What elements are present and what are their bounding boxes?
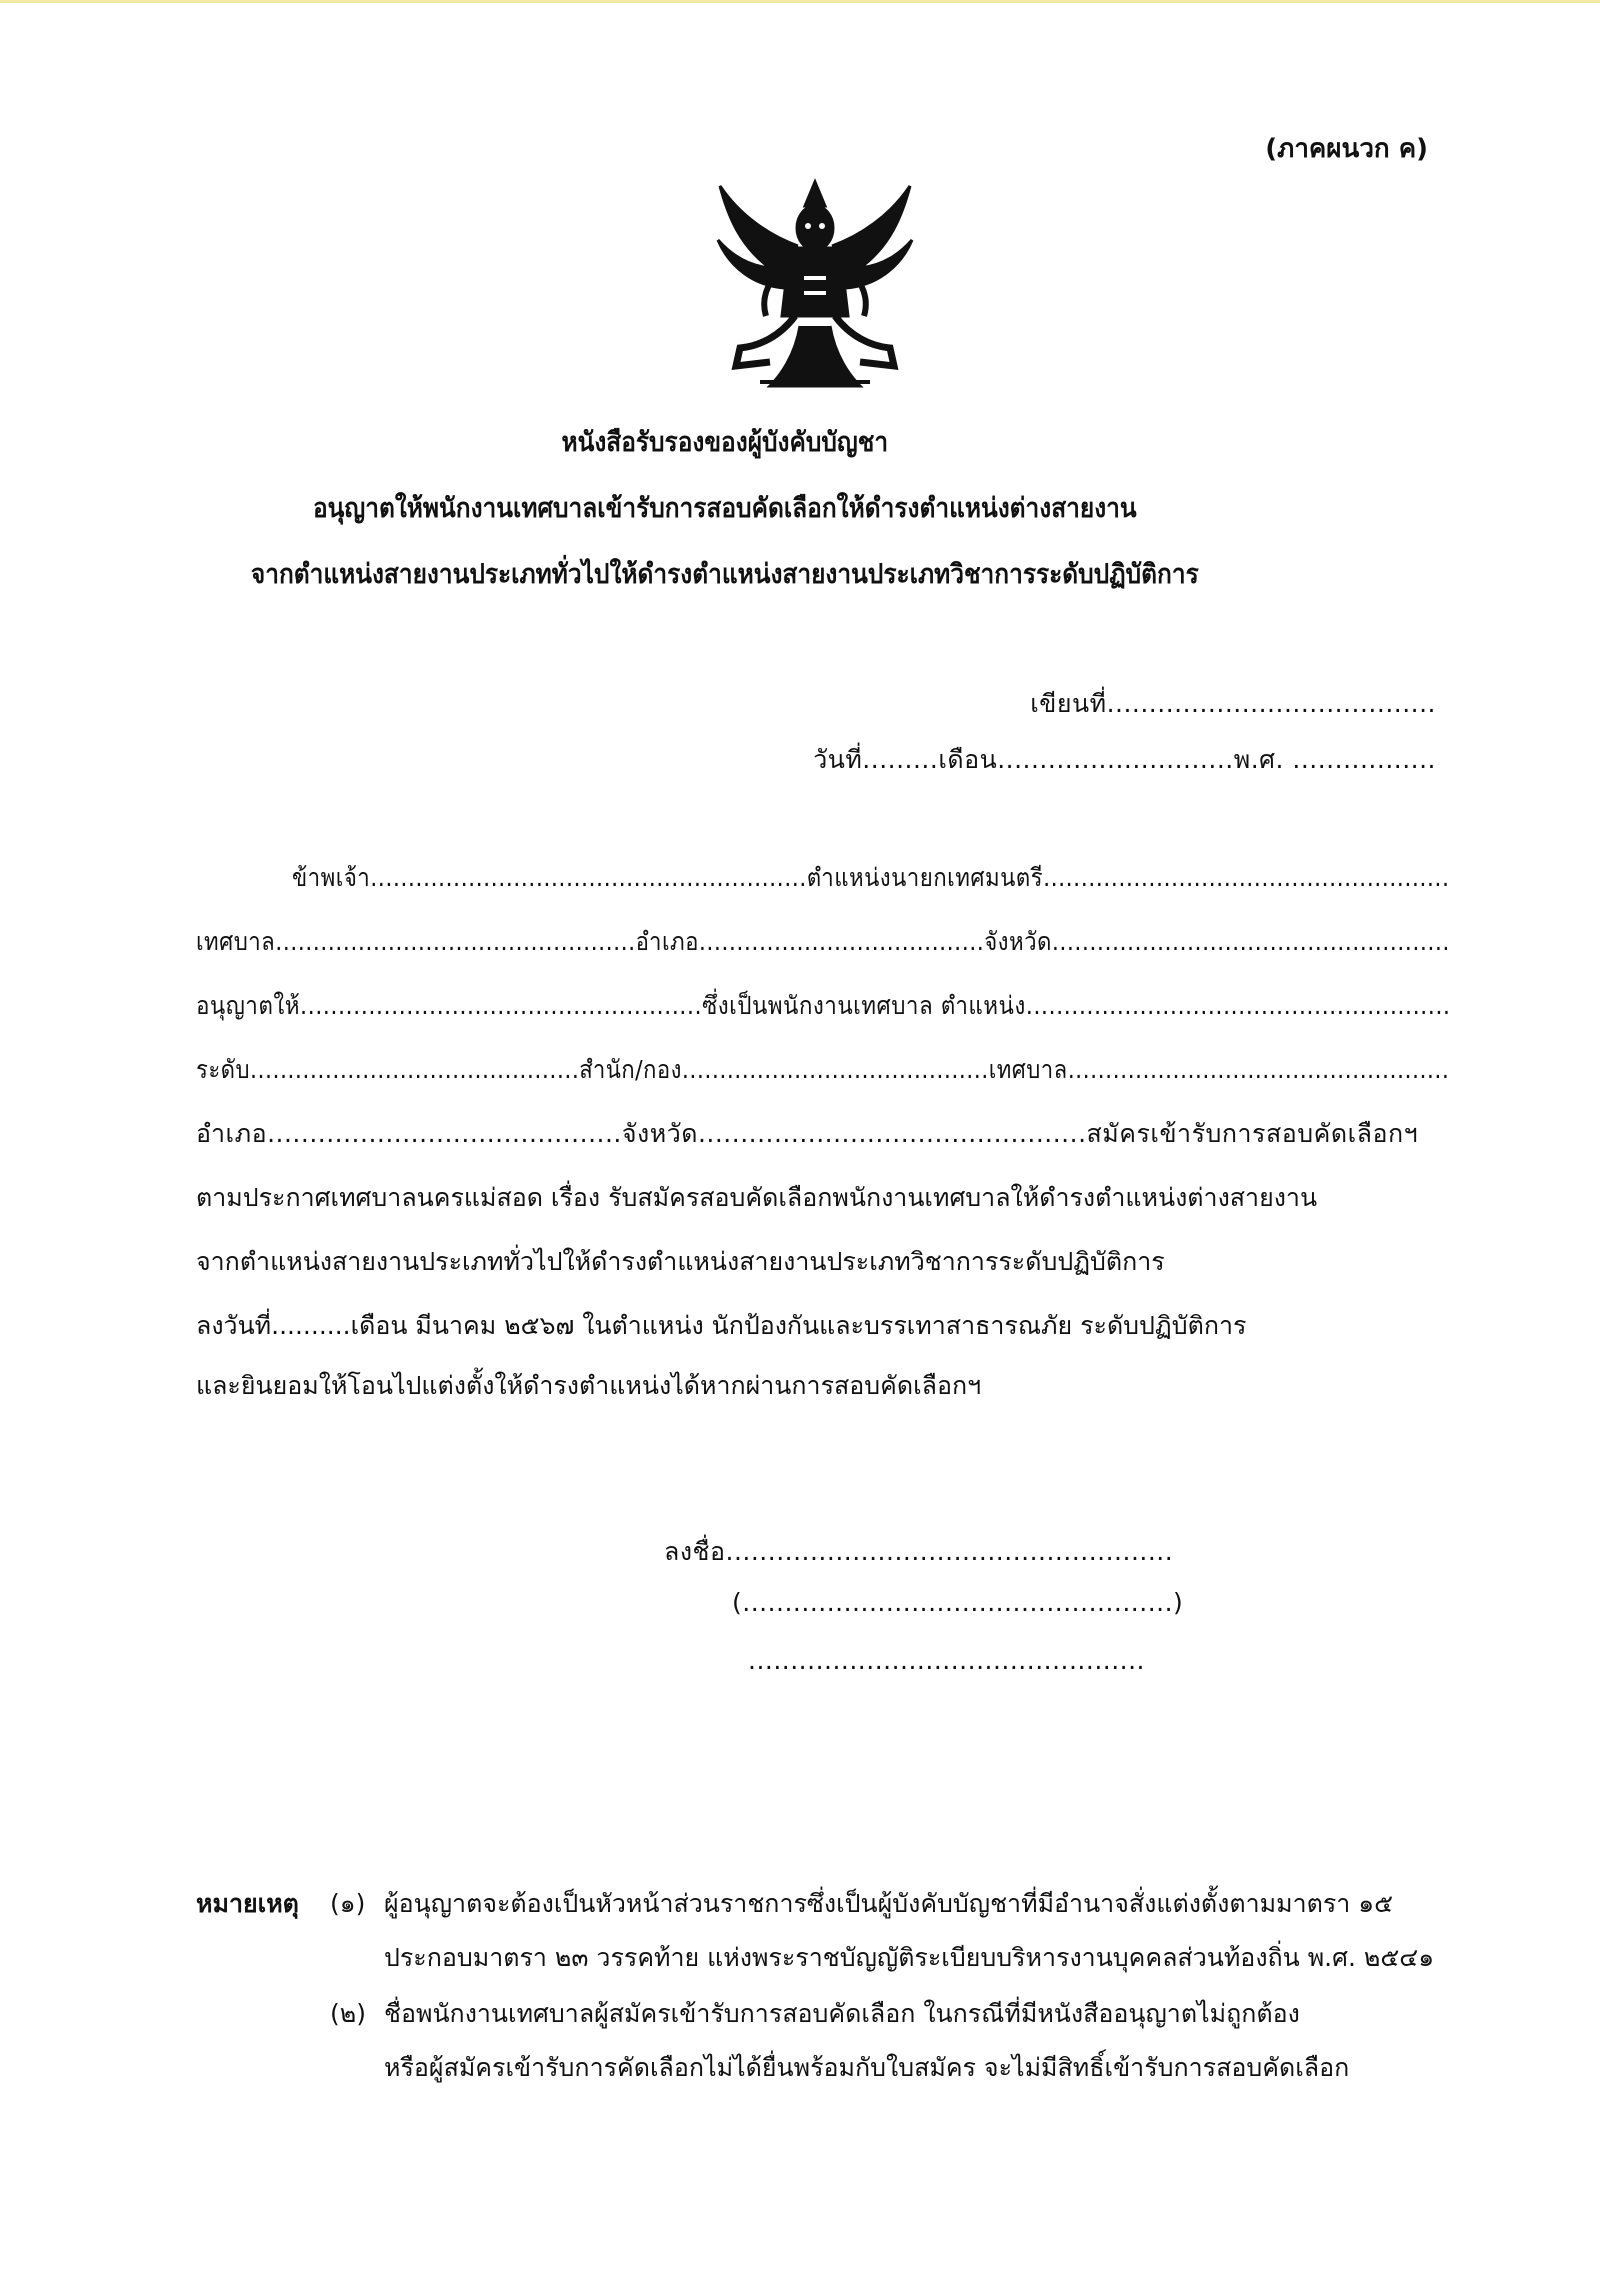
note-1-line-1: ผู้อนุญาตจะต้องเป็นหัวหน้าส่วนราชการซึ่งเป็นผู้บังคับบัญชาที่มีอำนาจสั่งแต่งตั้งตามมาตรา ๑๕ <box>384 1889 1394 1918</box>
notes-label: หมายเหตุ <box>196 1889 299 1918</box>
body-line-3: อนุญาตให้.....................................................ซึ่งเป็นพนักงานเทศบาล ตำแหน่ง........................................................ <box>196 991 1451 1020</box>
body-line-2: เทศบาล................................................อำเภอ......................................จังหวัด..................................................... <box>196 927 1450 956</box>
date-field: วันที่.........เดือน............................พ.ศ. ................. <box>813 745 1436 774</box>
note-1-number: (๑) <box>330 1889 366 1918</box>
annex-label: (ภาคผนวก ค) <box>1265 134 1428 164</box>
document-title-line-1: หนังสือรับรองของผู้บังคับบัญชา <box>561 427 889 458</box>
note-2-number: (๒) <box>330 1999 366 2028</box>
document-title-line-3: จากตำแหน่งสายงานประเภททั่วไปให้ดำรงตำแหน่งสายงานประเภทวิชาการระดับปฏิบัติการ <box>250 559 1199 590</box>
note-1-line-2: ประกอบมาตรา ๒๓ วรรคท้าย แห่งพระราชบัญญัติระเบียบบริหารงานบุคคลส่วนท้องถิ่น พ.ศ. ๒๕๔๑ <box>384 1943 1435 1972</box>
note-2-line-1: ชื่อพนักงานเทศบาลผู้สมัครเข้ารับการสอบคัดเลือก ในกรณีที่มีหนังสืออนุญาตไม่ถูกต้อง <box>384 1999 1300 2028</box>
signature-line: ลงชื่อ..................................................... <box>664 1537 1174 1566</box>
garuda-emblem-icon <box>700 176 930 392</box>
body-line-9: และยินยอมให้โอนไปแต่งตั้งให้ดำรงตำแหน่งได้หากผ่านการสอบคัดเลือกฯ <box>196 1371 982 1400</box>
signature-position-line: ............................................... <box>748 1646 1145 1675</box>
note-2-line-2: หรือผู้สมัครเข้ารับการคัดเลือกไม่ได้ยื่นพร้อมกับใบสมัคร จะไม่มีสิทธิ์เข้ารับการสอบคัดเลือก <box>384 2053 1350 2082</box>
body-line-6: ตามประกาศเทศบาลนครแม่สอด เรื่อง รับสมัครสอบคัดเลือกพนักงานเทศบาลให้ดำรงตำแหน่งต่างสายงาน <box>196 1183 1318 1212</box>
signature-name-line: (...................................................) <box>732 1588 1184 1617</box>
body-line-8: ลงวันที่..........เดือน มีนาคม ๒๕๖๗ ในตำแหน่ง นักป้องกันและบรรเทาสาธารณภัย ระดับปฏิบัติการ <box>196 1311 1247 1340</box>
body-line-1: ข้าพเจ้า..........................................................ตำแหน่งนายกเทศมนตรี...................................................... <box>292 863 1450 892</box>
document-title-line-2: อนุญาตให้พนักงานเทศบาลเข้ารับการสอบคัดเลือกให้ดำรงตำแหน่งต่างสายงาน <box>312 493 1137 524</box>
body-line-7: จากตำแหน่งสายงานประเภททั่วไปให้ดำรงตำแหน่งสายงานประเภทวิชาการระดับปฏิบัติการ <box>196 1247 1165 1276</box>
written-at-field: เขียนที่....................................... <box>1030 689 1436 718</box>
body-line-5: อำเภอ..........................................จังหวัด..............................................สมัครเข้ารับการสอบคัดเลือกฯ <box>196 1119 1419 1148</box>
body-line-4: ระดับ............................................สำนัก/กอง.........................................เทศบาล................................................... <box>196 1055 1450 1084</box>
top-border-line <box>0 0 1600 3</box>
